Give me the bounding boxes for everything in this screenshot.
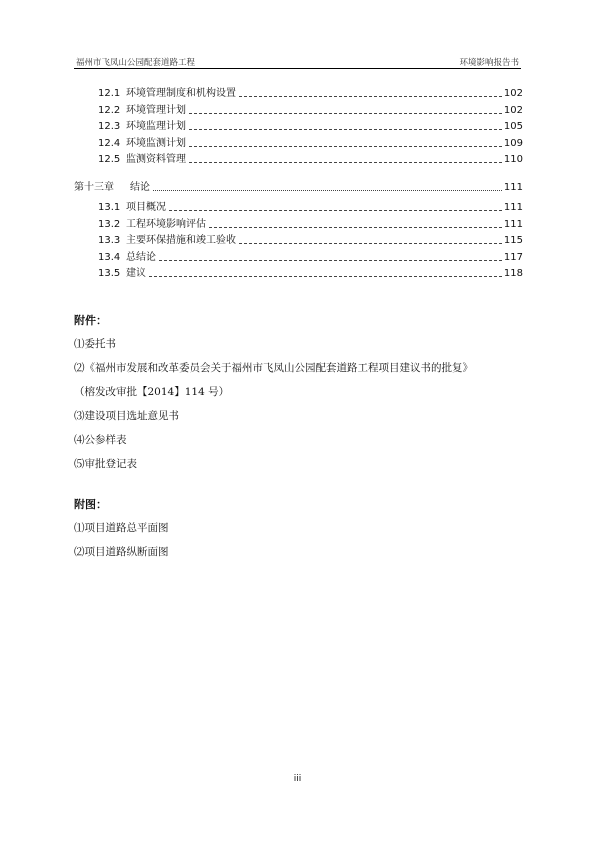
toc-entry-title: 主要环保措施和竣工验收 — [126, 235, 236, 247]
toc-entry[interactable] — [74, 136, 523, 153]
toc-leader-dots — [189, 129, 502, 130]
toc-entry-page: 102 — [503, 88, 523, 99]
toc-entry-title: 总结论 — [126, 251, 156, 263]
toc-entry-page: 111 — [503, 218, 523, 230]
toc-entry-page: 117 — [503, 251, 523, 263]
page-header — [74, 56, 521, 69]
toc-entry-title: 项目概况 — [126, 201, 166, 213]
attachment-item: ⑵《福州市发展和改革委员会关于福州市飞凤山公园配套道路工程项目建议书的批复》 — [74, 362, 473, 374]
attachment-item: ⑸审批登记表 — [74, 458, 137, 470]
toc-entry-number: 12.1 — [98, 88, 121, 99]
figure-item: ⑵项目道路纵断面图 — [74, 546, 169, 558]
toc-entry-title: 环境管理制度和机构设置 — [126, 88, 236, 99]
toc-entry-title: 环境监理计划 — [126, 121, 186, 133]
toc-leader-dots — [159, 260, 502, 261]
toc-entry-title: 环境监测计划 — [126, 137, 186, 149]
attachments-title: 附件： — [74, 314, 107, 327]
toc-entry[interactable] — [74, 103, 523, 120]
toc-leader-dots — [209, 227, 502, 228]
attachment-item: （榕发改审批【2014】114 号） — [74, 386, 230, 398]
toc-entry-number: 13.3 — [98, 235, 121, 247]
toc-entry-page: 118 — [503, 268, 523, 280]
toc-leader-dots — [153, 190, 502, 191]
toc-leader-dots — [169, 210, 502, 211]
toc-entry-page: 109 — [503, 137, 523, 149]
toc-entry-number: 12.4 — [98, 137, 121, 149]
toc-entry-number: 第十三章 — [74, 181, 114, 193]
toc-entry-number: 12.2 — [98, 104, 121, 116]
toc-entry[interactable] — [74, 119, 523, 136]
attachment-item: ⑷公参样表 — [74, 434, 127, 446]
toc-entry-page: 115 — [503, 235, 523, 247]
toc-entry-page: 110 — [503, 154, 523, 166]
toc-entry-page: 111 — [503, 181, 523, 193]
toc-entry-title: 环境管理计划 — [126, 104, 186, 116]
toc-leader-dots — [239, 243, 502, 244]
toc-entry-number: 12.3 — [98, 121, 121, 133]
toc-leader-dots — [239, 96, 502, 97]
toc-entry-number: 13.2 — [98, 218, 121, 230]
table-of-contents — [74, 86, 523, 283]
toc-entry-page: 102 — [503, 104, 523, 116]
figure-item: ⑴项目道路总平面图 — [74, 522, 169, 534]
toc-entry-number: 13.5 — [98, 268, 121, 280]
toc-entry-page: 105 — [503, 121, 523, 133]
toc-leader-dots — [189, 162, 502, 163]
toc-entry-page: 111 — [503, 201, 523, 213]
toc-entry-number: 13.1 — [98, 201, 121, 213]
page-number: iii — [293, 774, 302, 784]
toc-entry-title: 工程环境影响评估 — [126, 218, 206, 230]
toc-entry-number: 12.5 — [98, 154, 121, 166]
toc-entry[interactable] — [74, 250, 523, 267]
toc-leader-dots — [149, 276, 502, 277]
toc-chapter-entry[interactable] — [74, 176, 523, 200]
toc-entry[interactable] — [74, 217, 523, 234]
header-report-type: 环境影响报告书 — [459, 58, 519, 68]
header-project-name: 福州市飞凤山公园配套道路工程 — [76, 58, 196, 68]
toc-entry[interactable] — [74, 233, 523, 250]
toc-entry-number: 13.4 — [98, 251, 121, 263]
toc-leader-dots — [189, 146, 502, 147]
attachment-item: ⑶建设项目选址意见书 — [74, 410, 179, 422]
toc-entry[interactable] — [74, 86, 523, 103]
toc-entry-title: 结论 — [130, 181, 150, 193]
attachment-item: ⑴委托书 — [74, 338, 116, 350]
toc-entry-title: 监测资料管理 — [126, 154, 186, 166]
toc-entry-title: 建议 — [126, 268, 146, 280]
toc-entry[interactable] — [74, 266, 523, 283]
toc-leader-dots — [189, 113, 502, 114]
toc-entry[interactable] — [74, 200, 523, 217]
toc-entry[interactable] — [74, 152, 523, 169]
figures-title: 附图： — [74, 498, 107, 511]
